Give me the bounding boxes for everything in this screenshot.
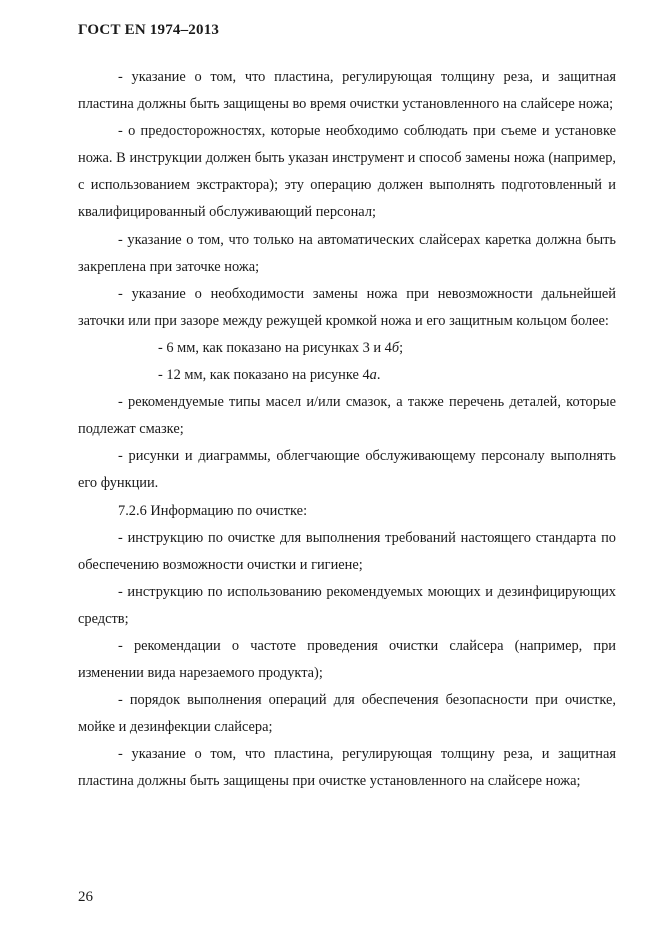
sub-item-text: - 6 мм, как показано на рисунках 3 и 4	[158, 339, 392, 356]
paragraph: - инструкцию по очистке для выполнения требований настоящего стандарта по обеспечению возможности очистки и гигиене;	[78, 529, 616, 573]
paragraph: - рисунки и диаграммы, облегчающие обслуживающему персоналу выполнять его функции.	[78, 448, 616, 492]
paragraph: - порядок выполнения операций для обеспечения безопасности при очистке, мойке и дезинфекции слайсера;	[78, 692, 616, 736]
document-header: ГОСТ EN 1974–2013	[78, 22, 220, 38]
figure-letter: а	[369, 367, 377, 384]
sub-item-end: .	[376, 367, 381, 384]
sub-item-text: - 12 мм, как показано на рисунке 4	[158, 367, 370, 384]
figure-letter: б	[391, 339, 400, 356]
paragraph: - указание о необходимости замены ножа при невозможности дальнейшей заточки или при зазоре между режущей кромкой ножа и его защитным кольцом более:	[78, 285, 616, 329]
paragraph: - инструкцию по использованию рекомендуемых моющих и дезинфицирующих средств;	[78, 583, 616, 627]
sub-list-item	[78, 362, 616, 389]
paragraph: - указание о том, что только на автоматических слайсерах каретка должна быть закреплена при заточке ножа;	[78, 231, 616, 275]
section-heading: 7.2.6 Информацию по очистке:	[118, 502, 308, 519]
page-number: 26	[78, 889, 93, 905]
paragraph: - о предосторожностях, которые необходимо соблюдать при съеме и установке ножа. В инструкции должен быть указан инструмент и способ замены ножа (например, с использованием экстрактора); эту операцию должен выполнять подготовленный и квалифицированный обслуживающий персонал;	[78, 123, 616, 221]
paragraph: - рекомендации о частоте проведения очистки слайсера (например, при изменении вида нарезаемого продукта);	[78, 637, 616, 682]
paragraph: - указание о том, что пластина, регулирующая толщину реза, и защитная пластина должны быть защищены во время очистки установленного на слайсере ножа;	[78, 69, 616, 113]
paragraph: - указание о том, что пластина, регулирующая толщину реза, и защитная пластина должны быть защищены при очистке установленного на слайсере ножа;	[78, 746, 616, 790]
document-body	[78, 64, 616, 796]
sub-list-item	[78, 335, 616, 362]
sub-item-end: ;	[399, 339, 404, 356]
paragraph: - рекомендуемые типы масел и/или смазок, а также перечень деталей, которые подлежат смазке;	[78, 394, 616, 438]
